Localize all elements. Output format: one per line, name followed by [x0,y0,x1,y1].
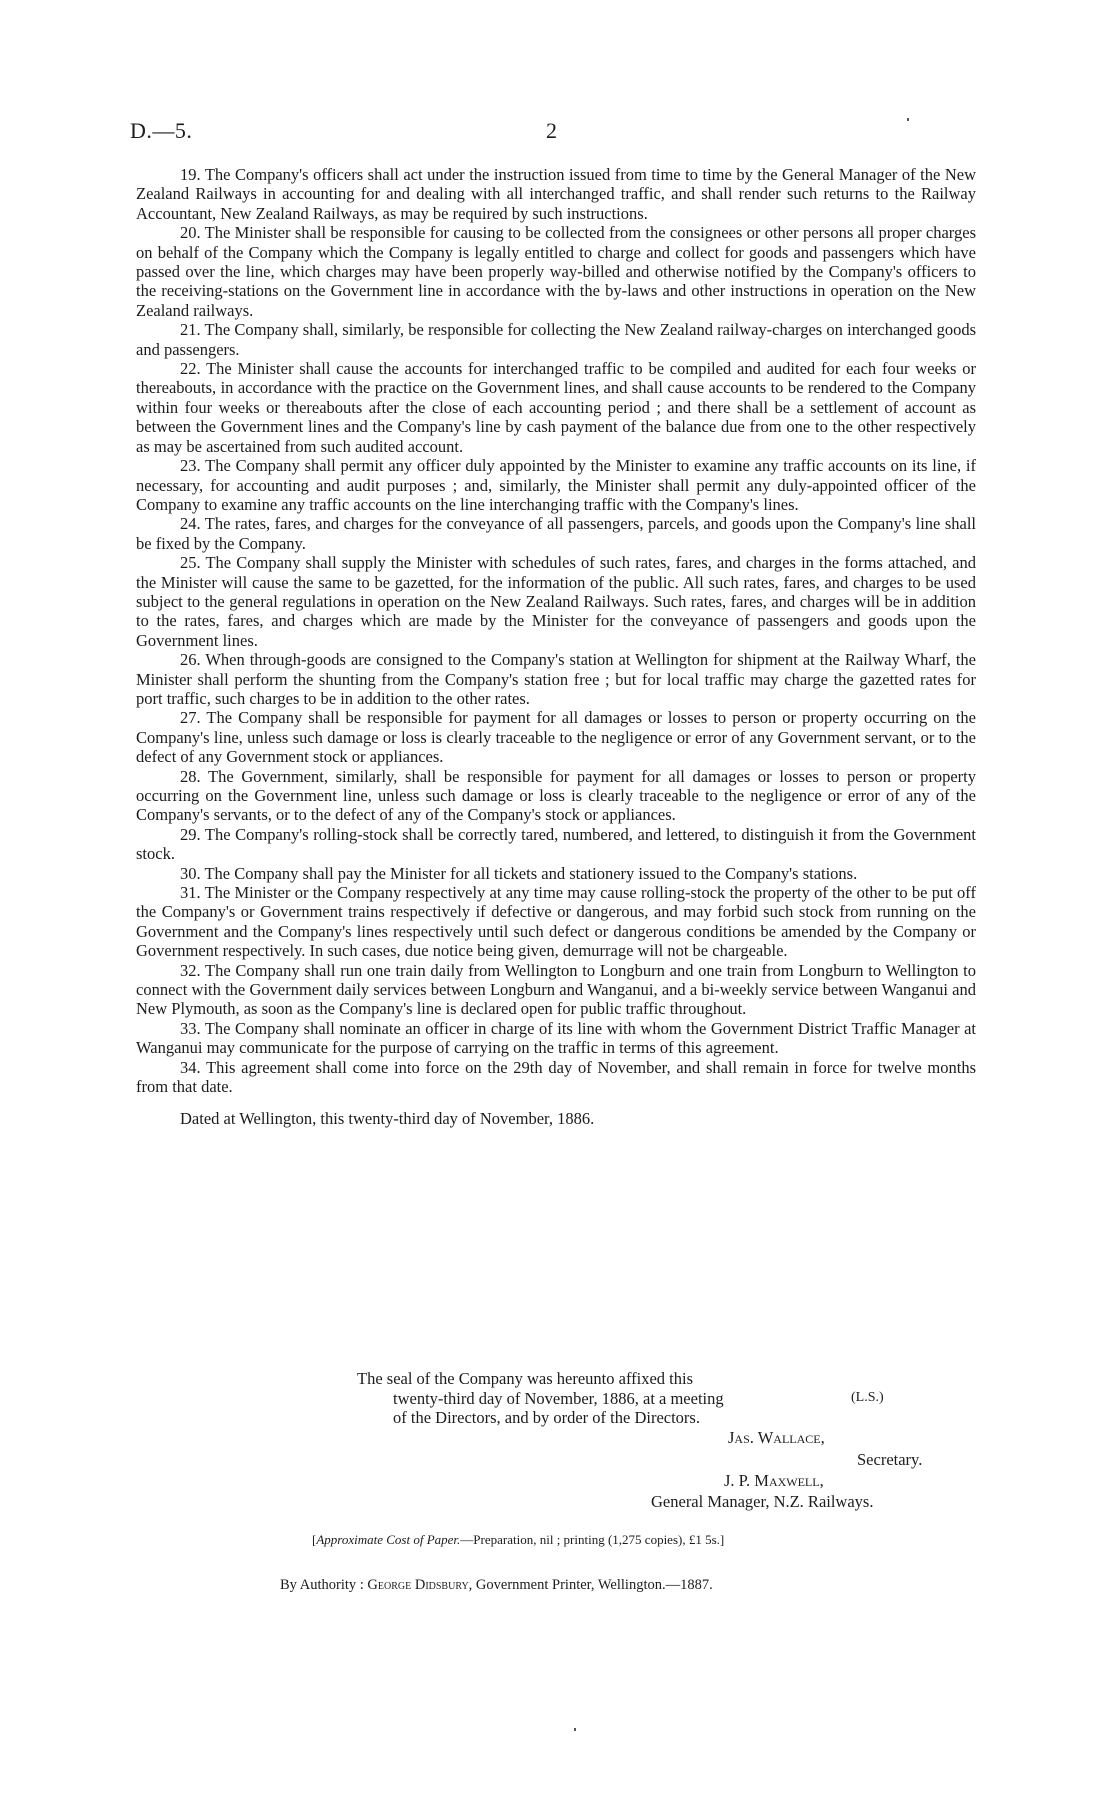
clause-31: 31. The Minister or the Company respectively at any time may cause rolling-stock the property of the other to be put off the Company's or Government trains respectively if defective or dangerous, and may forbid such stock from running on the Government and the Company's lines respectively until such defect or dangerous conditions be amended by the Company or Government respectively. In such cases, due notice being given, demurrage will not be chargeable. [136,883,976,961]
seal-statement [357,1369,957,1428]
clause-22: 22. The Minister shall cause the accounts for interchanged traffic to be compiled and audited for each four weeks or thereabouts, in accordance with the practice on the Government lines, and shall cause accounts to be rendered to the Company within four weeks or thereabouts after the close of each accounting period ; and there shall be a settlement of account as between the Government lines and the Company's line by cash payment of the balance due from one to the other respectively as may be ascertained from such audited account. [136,359,976,456]
page-number: 2 [546,118,557,143]
clause-28: 28. The Government, similarly, shall be responsible for payment for all damages or losses to person or property occurring on the Government line, unless such damage or loss is clearly traceable to the negligence or error of any of the Company's servants, or to the defect of any of the Company's stock or appliances. [136,766,976,825]
cost-footnote [312,1532,724,1548]
clause-33: 33. The Company shall nominate an officer in charge of its line with whom the Government District Traffic Manager at Wanganui may communicate for the purpose of carrying on the traffic in terms of this agreement. [136,1018,976,1058]
paper-speck [907,118,909,121]
clause-30: 30. The Company shall pay the Minister for all tickets and stationery issued to the Company's stations. [180,863,858,883]
locus-sigilli-mark: (L.S.) [851,1390,884,1405]
clause-27: 27. The Company shall be responsible for payment for all damages or losses to person or property occurring on the Company's line, unless such damage or loss is clearly traceable to the negligence or error of any Government servant, or to the defect of any Government stock or appliances. [136,708,976,767]
clause-20: 20. The Minister shall be responsible for causing to be collected from the consignees or other persons all proper charges on behalf of the Company which the Company is legally entitled to charge and collect for goods and passengers which have passed over the line, which charges may have been properly way-billed and otherwise notified by the Company's officers to the receiving-stations on the Government line in accordance with the by-laws and other instructions in operation on the New Zealand railways. [136,223,976,320]
imprint-suffix: , Government Printer, Wellington.—1887. [468,1577,713,1593]
clause-21: 21. The Company shall, similarly, be responsible for collecting the New Zealand railway-charges on interchanged goods and passengers. [136,320,976,359]
clause-25: 25. The Company shall supply the Minister with schedules of such rates, fares, and charges in the forms attached, and the Minister will cause the same to be gazetted, for the information of the public. All such rates, fares, and charges to be used subject to the general regulations in operation on the New Zealand Railways. Such rates, fares, and charges will be in addition to the rates, fares, and charges which are made by the Minister for the conveyance of passengers and goods upon the Government lines. [136,553,976,650]
clause-26: 26. When through-goods are consigned to the Company's station at Wellington for shipment at the Railway Wharf, the Minister shall perform the shunting from the Company's station free ; but for local traffic may charge the gazetted rates for port traffic, such charges to be in addition to the other rates. [136,650,976,708]
seal-line-1: The seal of the Company was hereunto affixed this [357,1369,694,1388]
footnote-bracket: [ [312,1532,317,1547]
agreement-clauses [136,165,976,1128]
clause-29: 29. The Company's rolling-stock shall be correctly tared, numbered, and lettered, to distinguish it from the Government stock. [136,824,976,864]
signatory-maxwell-name: J. P. Maxwell, [724,1471,824,1490]
clause-32: 32. The Company shall run one train daily from Wellington to Longburn and one train from Longburn to Wellington to connect with the Government daily services between Longburn and Wanganui, and a bi-weekly service between Wanganui and New Plymouth, as soon as the Company's line is declared open for public traffic throughout. [136,960,976,1019]
seal-line-3: of the Directors, and by order of the Directors. [393,1408,700,1427]
signatory-wallace-title: Secretary. [857,1450,923,1469]
seal-line-2: twenty-third day of November, 1886, at a meeting [393,1388,724,1408]
imprint-printer: George Didsbury [367,1577,469,1593]
clause-23: 23. The Company shall permit any officer duly appointed by the Minister to examine any traffic accounts on its line, if necessary, for accounting and audit purposes ; and, similarly, the Minister shall permit any duly-appointed officer of the Company to examine any traffic accounts on the line interchanging traffic with the Company's lines. [136,456,976,514]
printer-imprint [280,1577,713,1594]
paper-speck [574,1728,576,1731]
document-reference: D.—5. [130,118,193,143]
footnote-italic: Approximate Cost of Paper. [316,1532,461,1547]
clause-24: 24. The rates, fares, and charges for the conveyance of all passengers, parcels, and goods upon the Company's line shall be fixed by the Company. [136,514,976,553]
dated-line: Dated at Wellington, this twenty-third day of November, 1886. [180,1108,595,1128]
signatory-maxwell-title: General Manager, N.Z. Railways. [651,1492,874,1511]
clause-19: 19. The Company's officers shall act under the instruction issued from time to time by the General Manager of the New Zealand Railways in accounting for and dealing with all interchanged traffic, and shall render such returns to the Railway Accountant, New Zealand Railways, as may be required by such instructions. [136,165,976,223]
signatory-wallace-name: Jas. Wallace, [728,1428,825,1447]
imprint-prefix: By Authority : [280,1577,368,1593]
clause-34: 34. This agreement shall come into force on the 29th day of November, and shall remain in force for twelve months from that date. [136,1057,976,1097]
footnote-rest: —Preparation, nil ; printing (1,275 copies), £1 5s.] [460,1532,725,1547]
